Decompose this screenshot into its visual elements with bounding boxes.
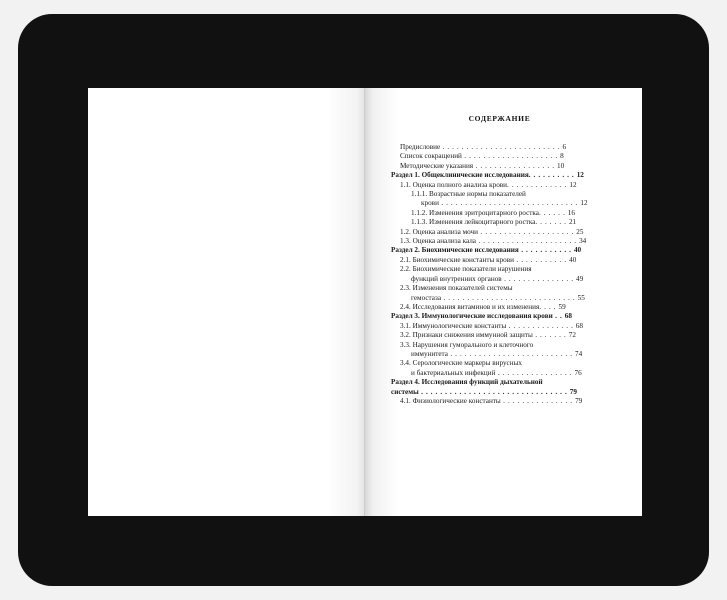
- toc-entry-title: 4.1. Физиологические константы: [400, 396, 501, 405]
- toc-entry: [391, 190, 608, 199]
- toc-entry-page-number: 25: [576, 227, 584, 236]
- toc-entry-leader: . .: [552, 312, 565, 321]
- toc-entry: [391, 265, 608, 274]
- toc-entry-title: Методические указания: [400, 161, 474, 170]
- toc-entry-leader: . . . . . . . . . . . . . . . . .: [473, 161, 558, 170]
- toc-entry: [391, 209, 608, 218]
- toc-entry-title: Предисловие: [400, 143, 441, 151]
- toc-entry-page-number: 34: [579, 237, 587, 246]
- toc-entry: [391, 143, 608, 152]
- toc-entry: [391, 246, 608, 255]
- toc-entry-leader: . . . . . . . . . .: [528, 171, 577, 180]
- toc-entry-title: 1.2. Оценка анализа мочи: [400, 227, 478, 236]
- toc-entry: [391, 152, 608, 161]
- toc-entry: [391, 341, 608, 350]
- toc-entry-leader: . . . . . . . . . . . . . . . . . . . .: [461, 152, 561, 161]
- toc-entry: [391, 369, 608, 378]
- toc-entry: [391, 275, 608, 284]
- toc-entry-leader: . . . . . . . . . . .: [518, 246, 574, 255]
- toc-entry-title: 2.2. Биохимические показатели нарушения: [400, 265, 532, 274]
- toc-entry-title: 3.2. Признаки снижения иммунной защиты: [400, 331, 533, 340]
- toc-entry-leader: . . . . . .: [539, 208, 568, 217]
- toc-entry: [391, 331, 608, 340]
- toc-entry-leader: . . . . . . . . . . . . .: [507, 180, 570, 189]
- toc-entry-page-number: 79: [569, 387, 577, 396]
- page-right: [365, 88, 642, 516]
- toc-entry-leader: . . . . . . .: [532, 331, 569, 340]
- toc-heading: СОДЕРЖАНИЕ: [468, 114, 531, 123]
- toc-entry-leader: . . . . . . . . . . . . . . . .: [495, 368, 575, 377]
- toc-entry: [391, 303, 608, 312]
- toc-entry: [391, 162, 608, 171]
- toc-entry-title: 3.4. Серологические маркеры вирусных: [400, 359, 523, 368]
- toc-entry-page-number: 40: [573, 246, 582, 255]
- toc-entry-page-number: 59: [558, 302, 566, 311]
- toc-entry-title: 2.3. Изменения показателей системы: [400, 284, 513, 293]
- toc-entry-leader: . . . . . . . . . . . . . .: [506, 321, 576, 330]
- toc-entry-page-number: 79: [575, 396, 583, 405]
- toc-entry: [391, 312, 608, 321]
- toc-entry: [391, 322, 608, 331]
- toc-entry: [391, 237, 608, 246]
- toc-entry-page-number: 12: [576, 171, 584, 180]
- toc-entry-leader: . . . . . . . . . . . . . . .: [501, 274, 576, 283]
- toc-entry-title: 2.4. Исследования витаминов и их изменения: [400, 302, 540, 311]
- toc-entry: [391, 378, 608, 387]
- book-spread: [88, 88, 642, 516]
- toc-entry-title: 3.3. Нарушения гуморального и клеточного: [400, 340, 534, 349]
- toc-entry-title: 1.1.1. Возрастные нормы показателей: [411, 190, 526, 199]
- toc-entry: [391, 359, 608, 368]
- toc-entry-leader: . . . . . . . . . . . . . . . . . . . . . . . . . . . . .: [438, 199, 581, 208]
- toc-entry-title: Раздел 3. Иммунологические исследования крови: [391, 312, 553, 321]
- toc-entry: [391, 397, 608, 406]
- toc-entry-title: гемостаза: [411, 293, 442, 302]
- toc-list: [391, 143, 608, 406]
- toc-entry-page-number: 68: [564, 312, 572, 321]
- toc-entry-title: функций внутренних органов: [411, 274, 502, 283]
- toc-entry-page-number: 68: [575, 321, 583, 330]
- toc-entry-leader: . . . . . . . . . . . . . . . . . . . . .: [476, 237, 580, 246]
- toc-entry-title: Раздел 1. Общеклинические исследования: [391, 171, 529, 180]
- toc-entry: [391, 228, 608, 237]
- toc-entry-page-number: 49: [576, 274, 584, 283]
- toc-entry-leader: . . . . . . . . . . . . . . . . . . . . . . . . . .: [447, 349, 576, 358]
- toc-entry-title: 2.1. Биохимические константы крови: [400, 255, 515, 264]
- toc-entry-page-number: 21: [568, 218, 577, 227]
- toc-entry-leader: . . . . . . . . . . . . . . . . . . . . . . . . .: [440, 143, 563, 151]
- toc-entry-leader: . . . . . . . . . . . . . . . . . . . . . . . . . . . .: [441, 293, 578, 302]
- toc-entry-page-number: 6: [562, 143, 567, 151]
- toc-entry-title: 1.3. Оценка анализа кала: [400, 237, 476, 246]
- toc-entry-title: и бактериальных инфекций: [411, 368, 496, 377]
- toc-entry-page-number: 12: [569, 180, 577, 189]
- toc-entry-title: системы: [391, 387, 419, 396]
- toc-entry-page-number: 8: [560, 152, 564, 161]
- page-left: [88, 88, 365, 516]
- toc-entry-title: 1.1.3. Изменения лейкоцитарного ростка: [411, 218, 536, 227]
- toc-entry-leader: . . . . . . . . . . . . . . . . . . . . . . . . . . . . . . .: [418, 387, 570, 396]
- toc-entry-title: Раздел 2. Биохимические исследования: [391, 246, 519, 255]
- toc-entry-page-number: 12: [580, 199, 588, 208]
- toc-entry-title: 1.1. Оценка полного анализа крови: [400, 180, 508, 189]
- toc-entry: [391, 256, 608, 265]
- toc-entry-title: 1.1.2. Изменения эритроцитарного ростка: [411, 208, 539, 217]
- toc-entry-title: крови: [421, 199, 439, 208]
- toc-entry-page-number: 74: [575, 349, 583, 358]
- toc-entry: [391, 284, 608, 293]
- toc-entry-page-number: 76: [574, 368, 582, 377]
- toc-entry: [391, 171, 608, 180]
- toc-entry-page-number: 55: [577, 293, 585, 302]
- toc-entry-leader: . . . . . . . . . . . . . . .: [500, 396, 576, 405]
- toc-entry-title: иммунитета: [411, 349, 448, 358]
- toc-entry-page-number: 72: [568, 331, 576, 340]
- toc-entry: [391, 388, 608, 397]
- toc-entry-page-number: 16: [567, 208, 575, 217]
- toc-entry-page-number: 10: [557, 161, 565, 170]
- toc-entry: [391, 218, 608, 227]
- toc-entry-title: Список сокращений: [400, 152, 462, 161]
- toc-entry-page-number: 40: [569, 255, 577, 264]
- toc-entry-leader: . . . . . . .: [535, 218, 569, 227]
- toc-entry-leader: . . . . . . . . . . .: [514, 255, 570, 264]
- toc-entry: [391, 181, 608, 190]
- toc-entry-leader: . . . . . . . . . . . . . . . . . . . .: [478, 227, 577, 236]
- toc-entry-leader: . . . .: [539, 302, 559, 311]
- toc-entry: [391, 294, 608, 303]
- toc-entry: [391, 199, 608, 208]
- toc-entry: [391, 350, 608, 359]
- toc-entry-title: 3.1. Иммунологические константы: [400, 321, 507, 330]
- toc-entry-title: Раздел 4. Исследования функций дыхательной: [391, 378, 543, 387]
